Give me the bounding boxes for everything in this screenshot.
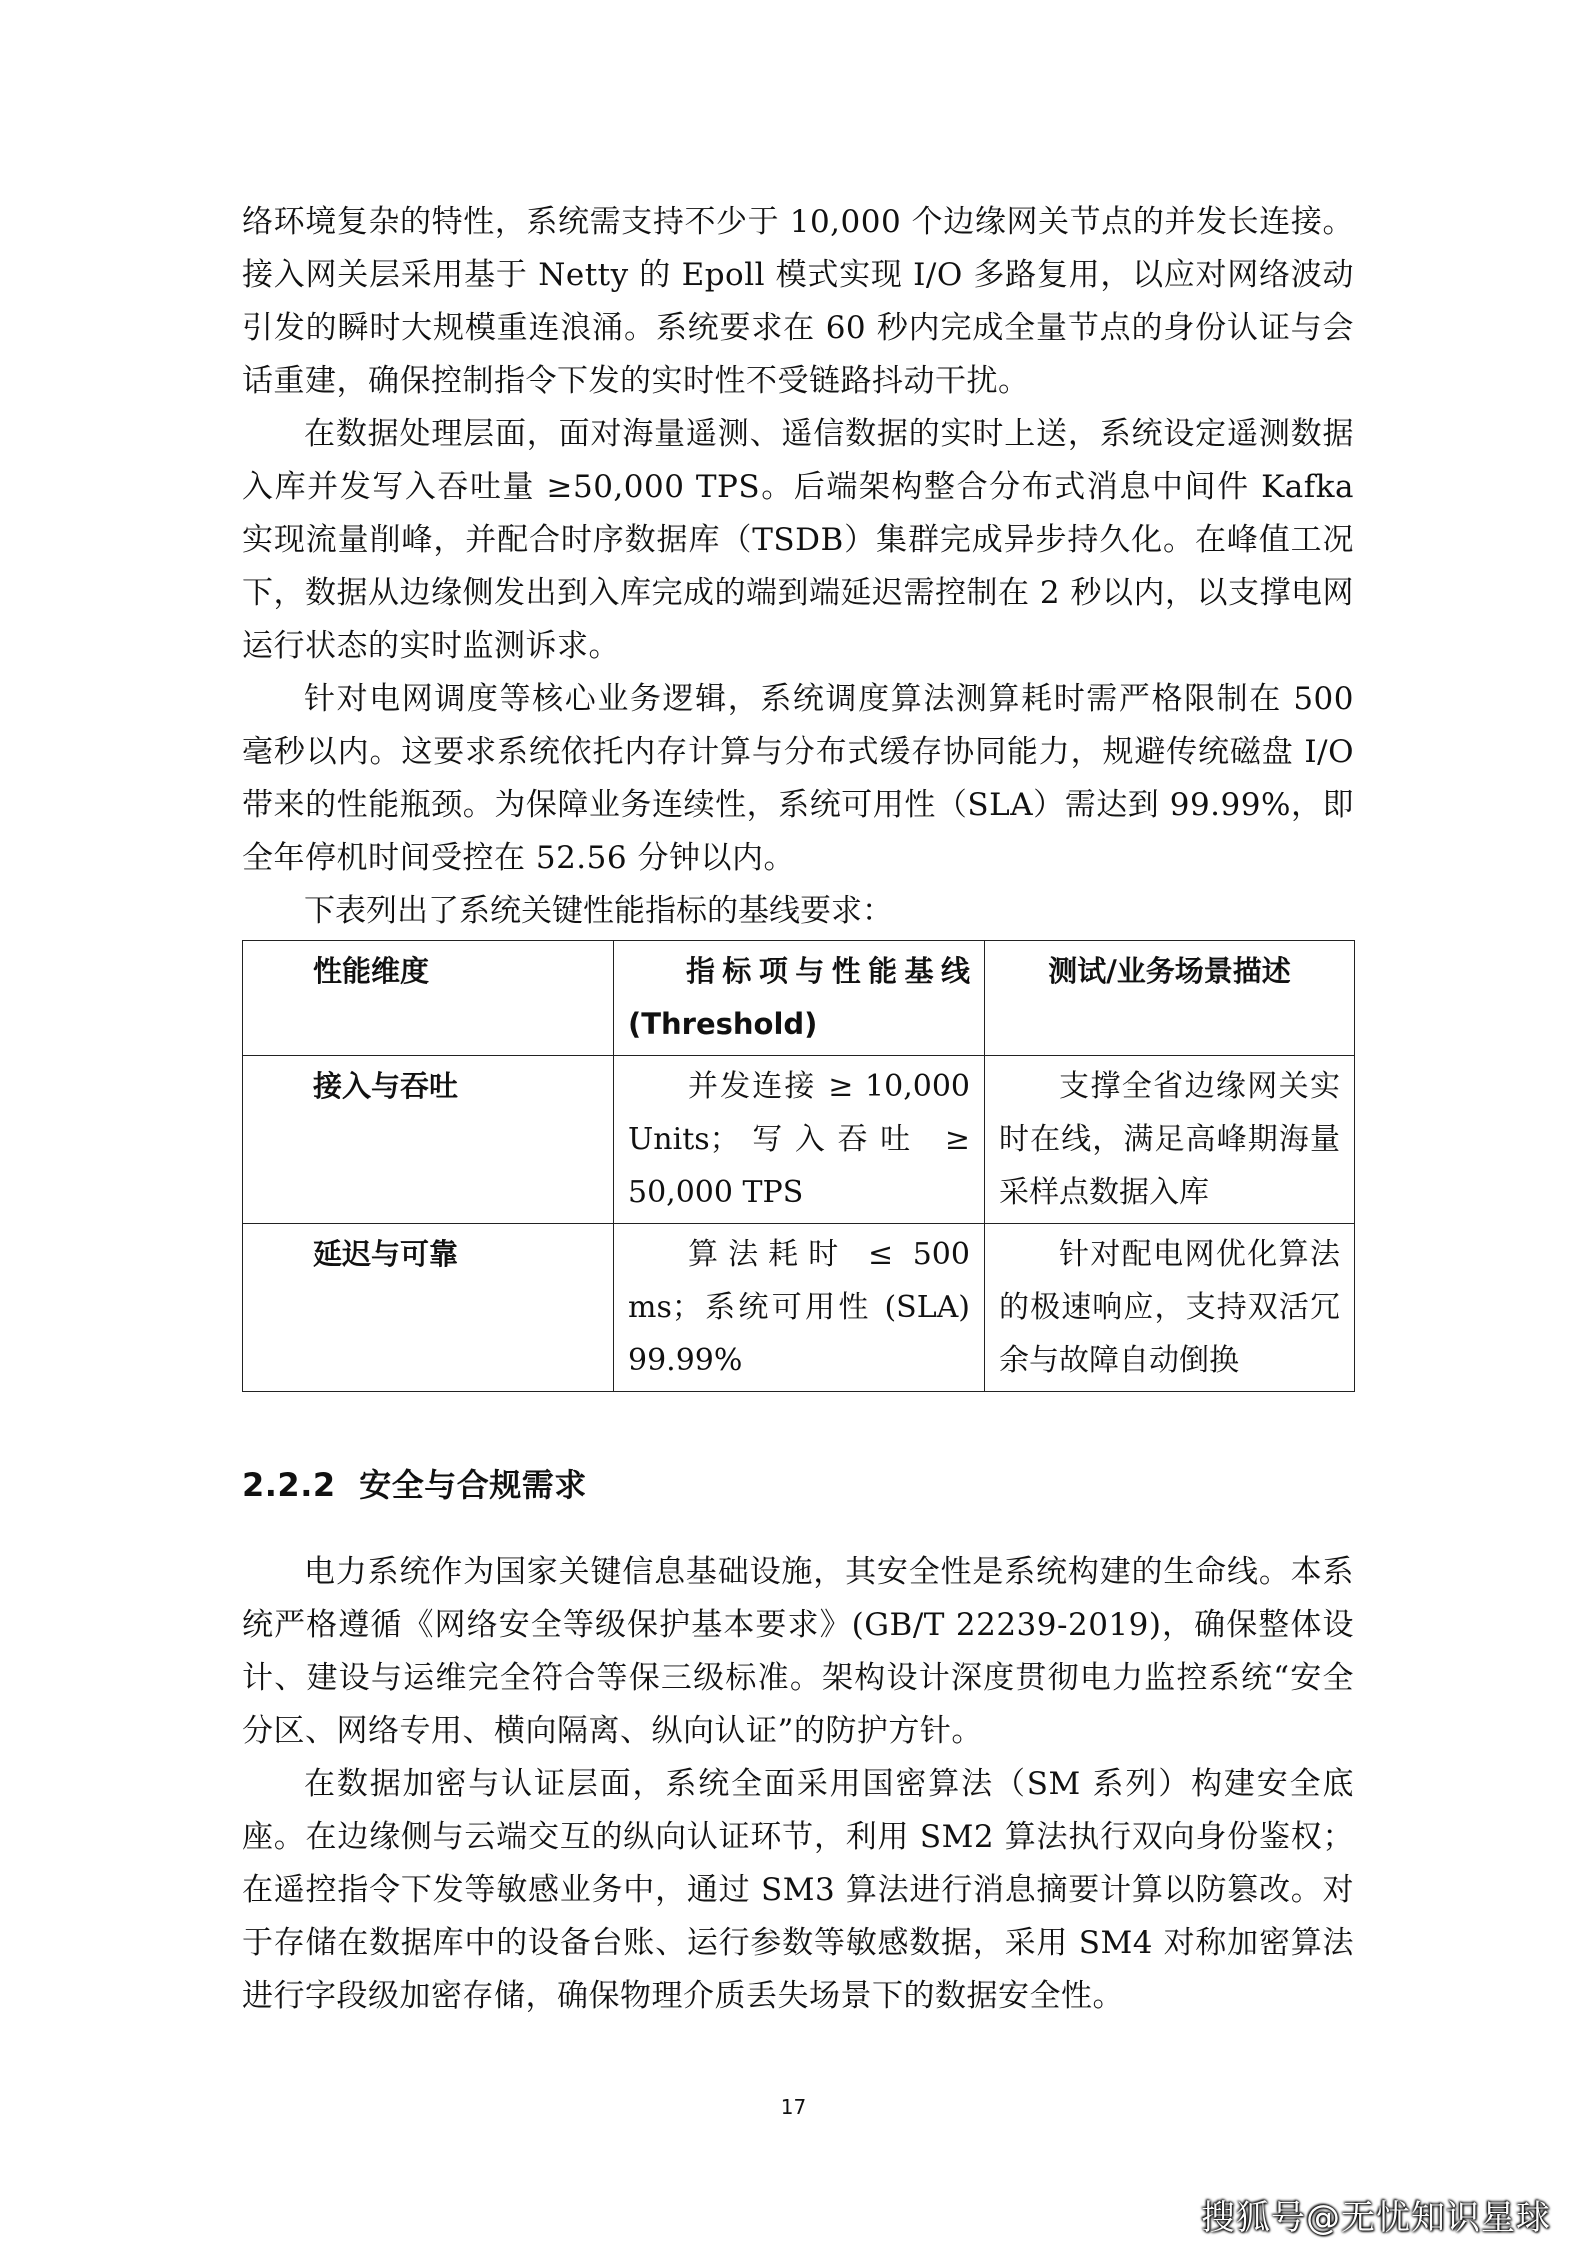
performance-table [242,940,1355,1392]
page-body [242,196,1354,2023]
paragraph-3: 针对电网调度等核心业务逻辑，系统调度算法测算耗时需严格限制在 500 毫秒以内。这要求系统依托内存计算与分布式缓存协同能力，规避传统磁盘 I/O 带来的性能瓶颈。为保障业务连续性，系统可用性（SLA）需达到 99.99%，即全年停机时间受控在 52.56 分钟以内。 [242,681,1354,876]
cell-dimension: 接入与吞吐 [243,1056,614,1224]
paragraph-4: 电力系统作为国家关键信息基础设施，其安全性是系统构建的生命线。本系统严格遵循《网络安全等级保护基本要求》(GB/T 22239-2019)，确保整体设计、建设与运维完全符合等保三级标准。架构设计深度贯彻电力监控系统“安全分区、网络专用、横向隔离、纵向认证”的防护方针。 [242,1554,1354,1749]
watermark: 搜狐号@无忧知识星球 [1201,2198,1551,2238]
section-number: 2.2.2 [242,1466,336,1504]
table-intro: 下表列出了系统关键性能指标的基线要求： [304,893,893,929]
table-row [243,1056,1355,1224]
paragraph-5: 在数据加密与认证层面，系统全面采用国密算法（SM 系列）构建安全底座。在边缘侧与云端交互的纵向认证环节，利用 SM2 算法执行双向身份鉴权；在遥控指令下发等敏感业务中，通过 SM3 算法进行消息摘要计算以防篡改。对于存储在数据库中的设备台账、运行参数等敏感数据，采用 SM4 对称加密算法进行字段级加密存储，确保物理介质丢失场景下的数据安全性。 [242,1766,1354,2014]
section-heading [242,1460,1354,1510]
page-number: 17 [780,2095,807,2119]
header-dimension: 性能维度 [243,941,614,1056]
header-scenario: 测试/业务场景描述 [985,941,1355,1056]
table-header-row [243,941,1355,1056]
cell-dimension: 延迟与可靠 [243,1224,614,1392]
table-row [243,1224,1355,1392]
cell-threshold: 并发连接 ≥ 10,000 Units；写入吞吐 ≥ 50,000 TPS [614,1056,985,1224]
section-title: 安全与合规需求 [359,1466,587,1504]
cell-threshold: 算法耗时 ≤ 500 ms；系统可用性 (SLA) 99.99% [614,1224,985,1392]
cell-scenario: 针对配电网优化算法的极速响应，支持双活冗余与故障自动倒换 [985,1224,1355,1392]
header-threshold: 指标项与性能基线 (Threshold) [614,941,985,1056]
cell-scenario: 支撑全省边缘网关实时在线，满足高峰期海量采样点数据入库 [985,1056,1355,1224]
paragraph-2: 在数据处理层面，面对海量遥测、遥信数据的实时上送，系统设定遥测数据入库并发写入吞吐量 ≥50,000 TPS。后端架构整合分布式消息中间件 Kafka 实现流量削峰，并配合时序数据库（TSDB）集群完成异步持久化。在峰值工况下，数据从边缘侧发出到入库完成的端到端延迟需控制在 2 秒以内，以支撑电网运行状态的实时监测诉求。 [242,416,1354,664]
paragraph-1: 络环境复杂的特性，系统需支持不少于 10,000 个边缘网关节点的并发长连接。接入网关层采用基于 Netty 的 Epoll 模式实现 I/O 多路复用，以应对网络波动引发的瞬时大规模重连浪涌。系统要求在 60 秒内完成全量节点的身份认证与会话重建，确保控制指令下发的实时性不受链路抖动干扰。 [242,204,1354,399]
